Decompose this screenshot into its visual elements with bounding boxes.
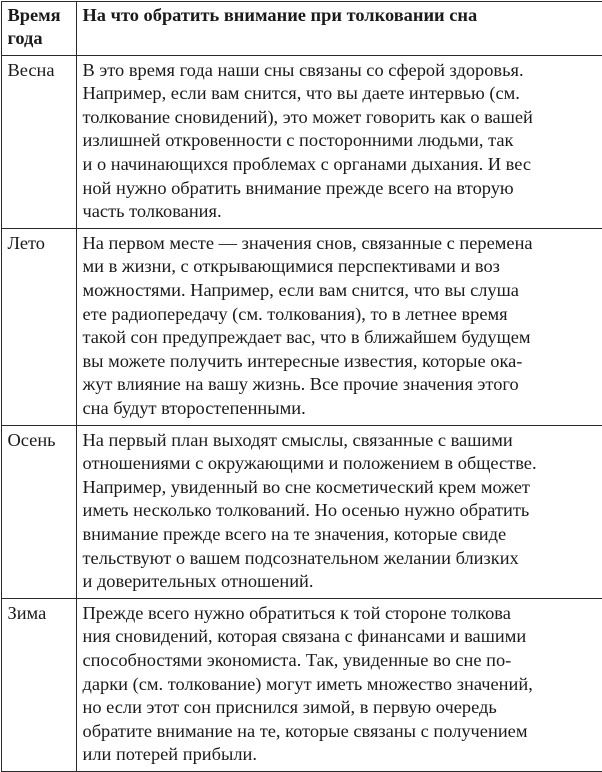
season-cell-winter: Зима <box>1 598 76 771</box>
season-cell-autumn: Осень <box>1 425 76 598</box>
header-interpretation: На что обратить внимание при толковании сна <box>76 1 602 55</box>
interpretation-cell-winter: Прежде всего нужно обратиться к той стороне толкова ния сновидений, которая связана с финансами и вашими способностями экономиста. Так, увиденные во сне по- дарки (см. толкование) могут иметь множество значений, но если этот сон приснился зимой, в первую очередь обратите внимание на те, которые связаны с получением или потерей прибыли. <box>76 598 602 771</box>
season-cell-spring: Весна <box>1 55 76 228</box>
header-season: Время года <box>1 1 76 55</box>
season-cell-summer: Лето <box>1 228 76 425</box>
table-row <box>1 228 602 425</box>
table-header <box>1 1 602 55</box>
dream-season-table <box>1 1 602 772</box>
interpretation-cell-spring: В это время года наши сны связаны со сферой здоровья. Например, если вам снится, что вы даете интервью (см. толкование сновидений), это может говорить как о вашей излишней откровенности с посторонними людьми, так и о начинающихся проблемах с органами дыхания. И вес ной нужно обратить внимание прежде всего на вторую часть толкования. <box>76 55 602 228</box>
interpretation-cell-autumn: На первый план выходят смыслы, связанные с вашими отношениями с окружающими и положением в обществе. Например, увиденный во сне косметический крем может иметь несколько толкований. Но осенью нужно обратить внимание прежде всего на те значения, которые свиде тельствуют о вашем подсознательном желании близких и доверительных отношений. <box>76 425 602 598</box>
interpretation-cell-summer: На первом месте — значения снов, связанные с перемена ми в жизни, с открывающимися перспективами и воз можностями. Например, если вам снится, что вы слуша ете радиопередачу (см. толкования), то в летнее время такой сон предупреждает вас, что в ближайшем будущем вы можете получить интересные известия, которые ока- жут влияние на вашу жизнь. Все прочие значения этого сна будут второстепенными. <box>76 228 602 425</box>
table-row <box>1 55 602 228</box>
table-row <box>1 598 602 771</box>
table-body <box>1 55 602 771</box>
table-header-row <box>1 1 602 55</box>
table-row <box>1 425 602 598</box>
